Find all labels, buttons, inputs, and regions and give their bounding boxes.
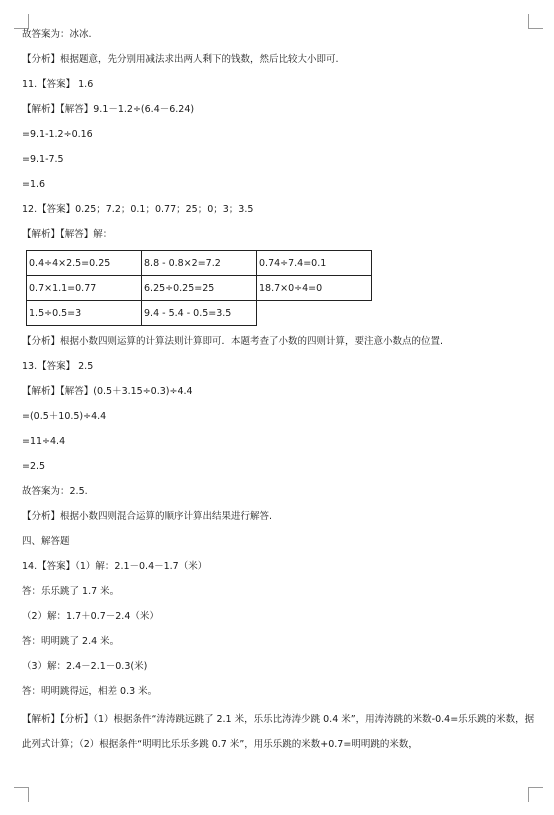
table-cell: 8.8 - 0.8×2=7.2 — [142, 251, 257, 276]
table-cell: 0.4÷4×2.5=0.25 — [27, 251, 142, 276]
analysis-paragraph: 【解析】【分析】（1）根据条件“涛涛跳远跳了 2.1 米，乐乐比涛涛少跳 0.4 米”，用涛涛跳的米数-0.4=乐乐跳的米数，据此列式计算；（2）根据条件“明明比乐乐多跳 0.7 米”，用乐乐跳的米数+0.7=明明跳的米数， — [22, 714, 535, 750]
section-heading: 四、解答题 — [22, 536, 70, 547]
table-cell-empty — [257, 301, 372, 326]
step-line: =1.6 — [22, 179, 46, 190]
question-14-analysis — [22, 707, 538, 757]
table-row — [27, 276, 372, 301]
question-14-answer: 14.【答案】（1）解：2.1－0.4－1.7（米） — [22, 561, 208, 572]
answer-line: 故答案为：2.5. — [22, 486, 88, 497]
calculation-table — [26, 250, 372, 326]
answer-line: 答：明明跳了 2.4 米。 — [22, 636, 120, 647]
question-13-solution: 【解析】【解答】(0.5＋3.15÷0.3)÷4.4 — [22, 386, 193, 397]
question-11-solution: 【解析】【解答】9.1－1.2÷(6.4－6.24) — [22, 104, 195, 115]
step-line: =9.1-7.5 — [22, 154, 64, 165]
corner-mark-bottom-right — [528, 787, 543, 802]
table-row — [27, 301, 372, 326]
analysis-line: 【分析】根据小数四则混合运算的顺序计算出结果进行解答. — [22, 511, 273, 522]
step-line: （2）解：1.7＋0.7－2.4（米） — [22, 611, 159, 622]
step-line: （3）解：2.4－2.1－0.3(米) — [22, 661, 148, 672]
analysis-line: 【分析】根据小数四则运算的计算法则计算即可．本题考查了小数的四则计算，要注意小数点的位置. — [22, 336, 444, 347]
question-12-solution: 【解析】【解答】解： — [22, 229, 113, 240]
step-line: =(0.5＋10.5)÷4.4 — [22, 411, 107, 422]
step-line: =9.1-1.2÷0.16 — [22, 129, 93, 140]
answer-line: 答：明明跳得远，相差 0.3 米。 — [22, 686, 158, 697]
question-13-answer: 13.【答案】 2.5 — [22, 361, 94, 372]
table-cell: 6.25÷0.25=25 — [142, 276, 257, 301]
answer-line: 故答案为：冰冰. — [22, 29, 92, 40]
table-cell: 18.7×0÷4=0 — [257, 276, 372, 301]
step-line: =11÷4.4 — [22, 436, 66, 447]
corner-mark-bottom-left — [14, 787, 29, 802]
question-11-answer: 11.【答案】 1.6 — [22, 79, 94, 90]
document-body — [22, 25, 538, 757]
table-cell: 0.74÷7.4=0.1 — [257, 251, 372, 276]
table-row — [27, 251, 372, 276]
analysis-line: 【分析】根据题意，先分别用减法求出两人剩下的钱数，然后比较大小即可. — [22, 54, 339, 65]
step-line: =2.5 — [22, 461, 46, 472]
table-cell: 1.5÷0.5=3 — [27, 301, 142, 326]
answer-line: 答：乐乐跳了 1.7 米。 — [22, 586, 120, 597]
question-12-answer: 12.【答案】0.25；7.2；0.1；0.77；25；0；3；3.5 — [22, 204, 254, 215]
table-cell: 0.7×1.1=0.77 — [27, 276, 142, 301]
table-cell: 9.4 - 5.4 - 0.5=3.5 — [142, 301, 257, 326]
